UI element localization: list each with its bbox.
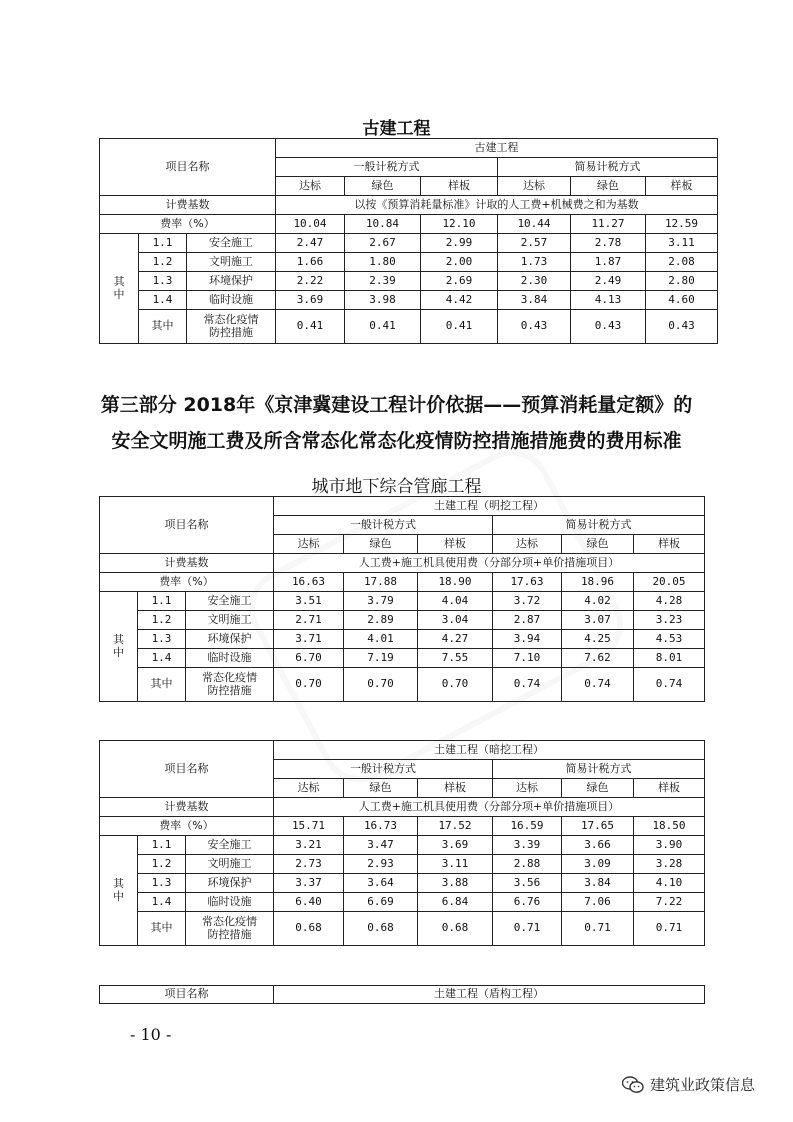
table-group-header: 土建工程（明挖工程） bbox=[274, 497, 705, 516]
item-value: 6.69 bbox=[344, 893, 418, 912]
table-row bbox=[100, 272, 718, 291]
covid-value: 0.71 bbox=[634, 912, 705, 946]
item-value: 2.69 bbox=[421, 272, 498, 291]
item-value: 4.01 bbox=[344, 630, 418, 649]
item-name: 临时设施 bbox=[187, 291, 276, 310]
table-row bbox=[100, 893, 705, 912]
item-value: 1.73 bbox=[498, 253, 571, 272]
item-name: 临时设施 bbox=[186, 649, 274, 668]
item-value: 3.84 bbox=[562, 874, 634, 893]
item-value: 2.87 bbox=[493, 611, 562, 630]
item-value: 3.66 bbox=[562, 836, 634, 855]
level-header: 样板 bbox=[421, 177, 498, 196]
item-value: 7.62 bbox=[562, 649, 634, 668]
item-value: 4.13 bbox=[571, 291, 646, 310]
item-value: 8.01 bbox=[634, 649, 705, 668]
item-code: 1.1 bbox=[138, 836, 186, 855]
item-value: 2.39 bbox=[345, 272, 421, 291]
covid-value: 0.43 bbox=[571, 310, 646, 344]
table-open-cut bbox=[99, 496, 705, 702]
item-value: 3.09 bbox=[562, 855, 634, 874]
rate-value: 18.90 bbox=[418, 573, 493, 592]
table-row bbox=[100, 310, 718, 344]
general-tax-header: 一般计税方式 bbox=[276, 158, 498, 177]
item-value: 4.04 bbox=[418, 592, 493, 611]
item-value: 2.93 bbox=[344, 855, 418, 874]
table-row bbox=[100, 139, 718, 158]
table-row bbox=[100, 874, 705, 893]
qizhong-label: 其 中 bbox=[100, 592, 138, 702]
table-row bbox=[100, 836, 705, 855]
table-row bbox=[100, 253, 718, 272]
watermark-text: 建筑业政策信息 bbox=[650, 1076, 756, 1094]
simple-tax-header: 简易计税方式 bbox=[493, 760, 705, 779]
source-watermark bbox=[622, 1074, 755, 1095]
rate-value: 17.65 bbox=[562, 817, 634, 836]
rate-label: 费率（%） bbox=[100, 573, 274, 592]
item-code: 1.4 bbox=[139, 291, 187, 310]
table-row bbox=[100, 573, 705, 592]
item-value: 3.07 bbox=[562, 611, 634, 630]
item-value: 3.51 bbox=[274, 592, 344, 611]
item-value: 4.02 bbox=[562, 592, 634, 611]
table-group-header: 古建工程 bbox=[276, 139, 718, 158]
item-value: 1.80 bbox=[345, 253, 421, 272]
base-value: 以按《预算消耗量标准》计取的人工费+机械费之和为基数 bbox=[276, 196, 718, 215]
item-value: 3.11 bbox=[646, 234, 718, 253]
covid-value: 0.41 bbox=[345, 310, 421, 344]
table-row bbox=[100, 668, 705, 702]
general-tax-header: 一般计税方式 bbox=[274, 516, 493, 535]
rate-value: 10.44 bbox=[498, 215, 571, 234]
page-number: - 10 - bbox=[130, 1025, 172, 1044]
item-name-header: 项目名称 bbox=[100, 497, 274, 554]
simple-tax-header: 简易计税方式 bbox=[493, 516, 705, 535]
item-value: 3.69 bbox=[418, 836, 493, 855]
item-value: 4.53 bbox=[634, 630, 705, 649]
base-label: 计费基数 bbox=[100, 798, 274, 817]
table-row bbox=[100, 215, 718, 234]
item-value: 7.55 bbox=[418, 649, 493, 668]
table-row bbox=[100, 649, 705, 668]
rate-value: 12.10 bbox=[421, 215, 498, 234]
item-value: 3.23 bbox=[634, 611, 705, 630]
item-value: 7.10 bbox=[493, 649, 562, 668]
covid-value: 0.68 bbox=[418, 912, 493, 946]
item-code: 1.1 bbox=[139, 234, 187, 253]
wechat-icon bbox=[622, 1076, 644, 1094]
item-value: 2.30 bbox=[498, 272, 571, 291]
item-value: 2.88 bbox=[493, 855, 562, 874]
item-code: 1.2 bbox=[138, 611, 186, 630]
item-value: 4.28 bbox=[634, 592, 705, 611]
table-row bbox=[100, 234, 718, 253]
rate-value: 18.96 bbox=[562, 573, 634, 592]
item-value: 2.47 bbox=[276, 234, 345, 253]
item-value: 2.71 bbox=[274, 611, 344, 630]
simple-tax-header: 简易计税方式 bbox=[498, 158, 718, 177]
level-header: 达标 bbox=[274, 779, 344, 798]
covid-value: 0.71 bbox=[493, 912, 562, 946]
covid-measure-name: 常态化疫情 防控措施 bbox=[186, 668, 274, 702]
item-value: 3.69 bbox=[276, 291, 345, 310]
level-header: 达标 bbox=[276, 177, 345, 196]
item-name: 文明施工 bbox=[186, 611, 274, 630]
rate-value: 17.63 bbox=[493, 573, 562, 592]
qizhong-label: 其 中 bbox=[100, 234, 139, 344]
rate-label: 费率（%） bbox=[100, 215, 276, 234]
item-code: 1.3 bbox=[139, 272, 187, 291]
level-header: 样板 bbox=[646, 177, 718, 196]
rate-value: 17.52 bbox=[418, 817, 493, 836]
item-value: 2.78 bbox=[571, 234, 646, 253]
level-header: 达标 bbox=[498, 177, 571, 196]
level-header: 达标 bbox=[493, 535, 562, 554]
table-row bbox=[100, 291, 718, 310]
table-row bbox=[100, 196, 718, 215]
item-value: 3.21 bbox=[274, 836, 344, 855]
level-header: 绿色 bbox=[571, 177, 646, 196]
rate-value: 15.71 bbox=[274, 817, 344, 836]
covid-value: 0.74 bbox=[562, 668, 634, 702]
covid-value: 0.68 bbox=[344, 912, 418, 946]
table-row bbox=[100, 798, 705, 817]
table-mined-tunnel bbox=[99, 740, 705, 946]
item-value: 4.25 bbox=[562, 630, 634, 649]
rate-value: 16.63 bbox=[274, 573, 344, 592]
item-value: 2.80 bbox=[646, 272, 718, 291]
rate-value: 16.73 bbox=[344, 817, 418, 836]
item-code: 1.4 bbox=[138, 893, 186, 912]
qizhong-inline-label: 其中 bbox=[138, 912, 186, 946]
item-value: 6.70 bbox=[274, 649, 344, 668]
item-value: 2.99 bbox=[421, 234, 498, 253]
item-name: 安全施工 bbox=[186, 592, 274, 611]
item-value: 4.10 bbox=[634, 874, 705, 893]
item-value: 3.94 bbox=[493, 630, 562, 649]
item-name-header: 项目名称 bbox=[100, 741, 274, 798]
item-value: 2.49 bbox=[571, 272, 646, 291]
item-value: 2.67 bbox=[345, 234, 421, 253]
item-value: 4.60 bbox=[646, 291, 718, 310]
item-value: 3.04 bbox=[418, 611, 493, 630]
item-name-header: 项目名称 bbox=[100, 986, 274, 1004]
level-header: 样板 bbox=[634, 779, 705, 798]
level-header: 样板 bbox=[418, 535, 493, 554]
item-value: 4.42 bbox=[421, 291, 498, 310]
qizhong-inline-label: 其中 bbox=[139, 310, 187, 344]
table-row bbox=[100, 554, 705, 573]
item-name: 临时设施 bbox=[186, 893, 274, 912]
covid-value: 0.74 bbox=[634, 668, 705, 702]
item-value: 1.87 bbox=[571, 253, 646, 272]
covid-value: 0.70 bbox=[418, 668, 493, 702]
level-header: 绿色 bbox=[345, 177, 421, 196]
covid-measure-name: 常态化疫情 防控措施 bbox=[187, 310, 276, 344]
item-value: 2.73 bbox=[274, 855, 344, 874]
table-row bbox=[100, 630, 705, 649]
level-header: 绿色 bbox=[344, 779, 418, 798]
table-body bbox=[100, 741, 705, 946]
item-value: 7.22 bbox=[634, 893, 705, 912]
level-header: 达标 bbox=[493, 779, 562, 798]
rate-value: 11.27 bbox=[571, 215, 646, 234]
title-ancient-construction: 古建工程 bbox=[362, 119, 431, 139]
item-name: 环境保护 bbox=[186, 630, 274, 649]
covid-measure-name: 常态化疫情 防控措施 bbox=[186, 912, 274, 946]
item-code: 1.3 bbox=[138, 630, 186, 649]
item-name: 环境保护 bbox=[186, 874, 274, 893]
table-ancient-construction bbox=[99, 138, 718, 344]
rate-value: 16.59 bbox=[493, 817, 562, 836]
covid-value: 0.41 bbox=[421, 310, 498, 344]
qizhong-inline-label: 其中 bbox=[138, 668, 186, 702]
general-tax-header: 一般计税方式 bbox=[274, 760, 493, 779]
item-name-header: 项目名称 bbox=[100, 139, 276, 196]
covid-value: 0.41 bbox=[276, 310, 345, 344]
item-value: 2.89 bbox=[344, 611, 418, 630]
rate-label: 费率（%） bbox=[100, 817, 274, 836]
item-code: 1.2 bbox=[138, 855, 186, 874]
table-group-header: 土建工程（暗挖工程） bbox=[274, 741, 705, 760]
covid-value: 0.74 bbox=[493, 668, 562, 702]
base-value: 人工费+施工机具使用费（分部分项+单价措施项目） bbox=[274, 798, 705, 817]
shield-header: 土建工程（盾构工程） bbox=[274, 986, 705, 1004]
item-value: 3.47 bbox=[344, 836, 418, 855]
item-value: 3.98 bbox=[345, 291, 421, 310]
rate-value: 10.84 bbox=[345, 215, 421, 234]
item-value: 2.00 bbox=[421, 253, 498, 272]
base-label: 计费基数 bbox=[100, 196, 276, 215]
item-name: 文明施工 bbox=[186, 855, 274, 874]
item-value: 6.84 bbox=[418, 893, 493, 912]
covid-value: 0.70 bbox=[274, 668, 344, 702]
table-row bbox=[100, 855, 705, 874]
item-name: 环境保护 bbox=[187, 272, 276, 291]
table-row bbox=[100, 611, 705, 630]
table-body bbox=[100, 497, 705, 702]
item-value: 3.72 bbox=[493, 592, 562, 611]
covid-value: 0.71 bbox=[562, 912, 634, 946]
title-utility-tunnel: 城市地下综合管廊工程 bbox=[311, 477, 482, 497]
level-header: 绿色 bbox=[562, 535, 634, 554]
item-value: 2.57 bbox=[498, 234, 571, 253]
item-value: 3.11 bbox=[418, 855, 493, 874]
item-value: 3.79 bbox=[344, 592, 418, 611]
item-code: 1.1 bbox=[138, 592, 186, 611]
item-value: 3.88 bbox=[418, 874, 493, 893]
covid-value: 0.43 bbox=[646, 310, 718, 344]
qizhong-label: 其 中 bbox=[100, 836, 138, 946]
covid-value: 0.70 bbox=[344, 668, 418, 702]
item-code: 1.4 bbox=[138, 649, 186, 668]
item-value: 7.06 bbox=[562, 893, 634, 912]
level-header: 达标 bbox=[274, 535, 344, 554]
item-code: 1.3 bbox=[138, 874, 186, 893]
item-value: 3.64 bbox=[344, 874, 418, 893]
table-row bbox=[100, 592, 705, 611]
item-value: 3.39 bbox=[493, 836, 562, 855]
table-row bbox=[100, 741, 705, 760]
item-value: 1.66 bbox=[276, 253, 345, 272]
covid-value: 0.68 bbox=[274, 912, 344, 946]
item-name: 安全施工 bbox=[186, 836, 274, 855]
item-value: 7.19 bbox=[344, 649, 418, 668]
item-name: 文明施工 bbox=[187, 253, 276, 272]
item-value: 2.22 bbox=[276, 272, 345, 291]
rate-value: 10.04 bbox=[276, 215, 345, 234]
level-header: 绿色 bbox=[562, 779, 634, 798]
table-body bbox=[100, 139, 718, 344]
table-shield-tunnel bbox=[99, 985, 705, 1004]
rate-value: 18.50 bbox=[634, 817, 705, 836]
section-heading-line1: 第三部分 2018年《京津冀建设工程计价依据——预算消耗量定额》的 bbox=[100, 394, 693, 416]
level-header: 样板 bbox=[418, 779, 493, 798]
table-row bbox=[100, 912, 705, 946]
rate-value: 17.88 bbox=[344, 573, 418, 592]
item-value: 3.28 bbox=[634, 855, 705, 874]
item-code: 1.2 bbox=[139, 253, 187, 272]
item-value: 3.37 bbox=[274, 874, 344, 893]
table-row bbox=[100, 497, 705, 516]
rate-value: 12.59 bbox=[646, 215, 718, 234]
covid-value: 0.43 bbox=[498, 310, 571, 344]
item-value: 3.71 bbox=[274, 630, 344, 649]
item-value: 6.76 bbox=[493, 893, 562, 912]
table-row bbox=[100, 817, 705, 836]
item-value: 3.90 bbox=[634, 836, 705, 855]
section-heading-line2: 安全文明施工费及所含常态化常态化疫情防控措施措施费的费用标准 bbox=[111, 430, 682, 452]
rate-value: 20.05 bbox=[634, 573, 705, 592]
item-value: 4.27 bbox=[418, 630, 493, 649]
base-label: 计费基数 bbox=[100, 554, 274, 573]
level-header: 绿色 bbox=[344, 535, 418, 554]
item-value: 6.40 bbox=[274, 893, 344, 912]
item-value: 3.84 bbox=[498, 291, 571, 310]
level-header: 样板 bbox=[634, 535, 705, 554]
item-value: 3.56 bbox=[493, 874, 562, 893]
item-name: 安全施工 bbox=[187, 234, 276, 253]
base-value: 人工费+施工机具使用费（分部分项+单价措施项目） bbox=[274, 554, 705, 573]
item-value: 2.08 bbox=[646, 253, 718, 272]
